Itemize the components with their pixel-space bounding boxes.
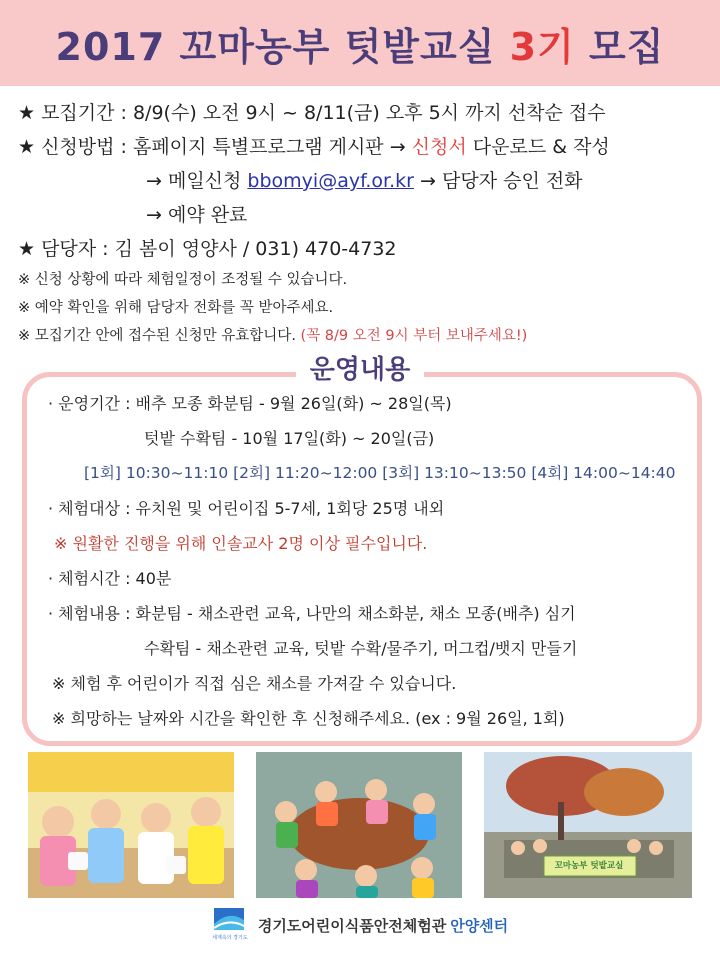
center-name-text: 안양센터 — [450, 916, 509, 935]
recruit-period: ★ 모집기간 : 8/9(수) 오전 9시 ~ 8/11(금) 오후 5시 까지 선착순 접수 — [18, 102, 606, 124]
session-times: [1회] 10:30~11:10 [2회] 11:20~12:00 [3회] 13:10~13:50 [4회] 14:00~14:40 — [84, 464, 676, 482]
reservation-complete: → 예약 완료 — [146, 204, 248, 226]
organization-name — [258, 915, 508, 936]
photo-kids-planting — [28, 752, 234, 898]
application-form-text: 신청서 — [411, 136, 467, 158]
recruit-info — [18, 96, 708, 350]
apply-method-text-end: 다운로드 & 작성 — [466, 136, 610, 158]
notice-1: ※ 신청 상황에 따라 체험일정이 조정될 수 있습니다. — [18, 272, 348, 288]
notice-3-text: ※ 모집기간 안에 접수된 신청만 유효합니다. — [18, 328, 301, 344]
operations-title — [0, 350, 720, 390]
ops-note-2: ※ 희망하는 날짜와 시간을 확인한 후 신청해주세요. (ex : 9월 26일, 1회) — [52, 709, 565, 728]
ops-note-1: ※ 체험 후 어린이가 직접 심은 채소를 가져갈 수 있습니다. — [52, 674, 457, 693]
mail-apply-text-end: → 담당자 승인 전화 — [413, 170, 583, 192]
page-title — [56, 16, 665, 71]
target-audience: · 체험대상 : 유치원 및 어린이집 5-7세, 1회당 25명 내외 — [48, 499, 445, 518]
notice-3-highlight: (꼭 8/9 오전 9시 부터 보내주세요!) — [300, 328, 528, 344]
footer — [0, 900, 720, 950]
notice-2: ※ 예약 확인을 위해 담당자 전화를 꼭 받아주세요. — [18, 300, 334, 316]
mail-apply — [18, 164, 708, 198]
experience-content-1: · 체험내용 : 화분팀 - 채소관련 교육, 나만의 채소화분, 채소 모종(배추) 심기 — [48, 604, 576, 623]
photo-kids-circle — [256, 752, 462, 898]
header-banner — [0, 0, 720, 86]
title-accent: 3기 — [509, 24, 575, 69]
email-link[interactable]: bbomyi@ayf.or.kr — [247, 170, 414, 192]
title-text: 2017 꼬마농부 텃밭교실 — [55, 24, 510, 69]
photo-group-outdoor — [484, 752, 692, 898]
operation-period-2: 텃밭 수확팀 - 10월 17일(화) ~ 20일(금) — [144, 429, 435, 448]
gyeonggi-logo — [212, 906, 248, 944]
mail-apply-text: → 메일신청 — [146, 170, 248, 192]
title-text-end: 모집 — [574, 24, 665, 69]
teacher-warning: ※ 원활한 진행을 위해 인솔교사 2명 이상 필수입니다. — [54, 534, 428, 553]
notice-3 — [18, 322, 708, 350]
operation-period-1: · 운영기간 : 배추 모종 화분팀 - 9월 26일(화) ~ 28일(목) — [48, 394, 452, 413]
experience-time: · 체험시간 : 40분 — [48, 569, 172, 588]
photo-strip — [28, 752, 692, 898]
experience-content-2: 수확팀 - 채소관련 교육, 텃밭 수확/물주기, 머그컵/뱃지 만들기 — [144, 639, 578, 658]
apply-method — [18, 130, 708, 164]
apply-method-text: ★ 신청방법 : 홈페이지 특별프로그램 게시판 → — [18, 136, 412, 158]
operations-title-text: 운영내용 — [296, 350, 424, 390]
operations-content — [48, 386, 698, 736]
photo-sign-text: 꼬마농부 텃밭교실 — [554, 861, 624, 871]
contact-person: ★ 담당자 : 김 봄이 영양사 / 031) 470-4732 — [18, 238, 397, 260]
org-name-text: 경기도어린이식품안전체험관 — [257, 916, 447, 935]
logo-caption: 세계속의 경기도 — [212, 935, 248, 941]
